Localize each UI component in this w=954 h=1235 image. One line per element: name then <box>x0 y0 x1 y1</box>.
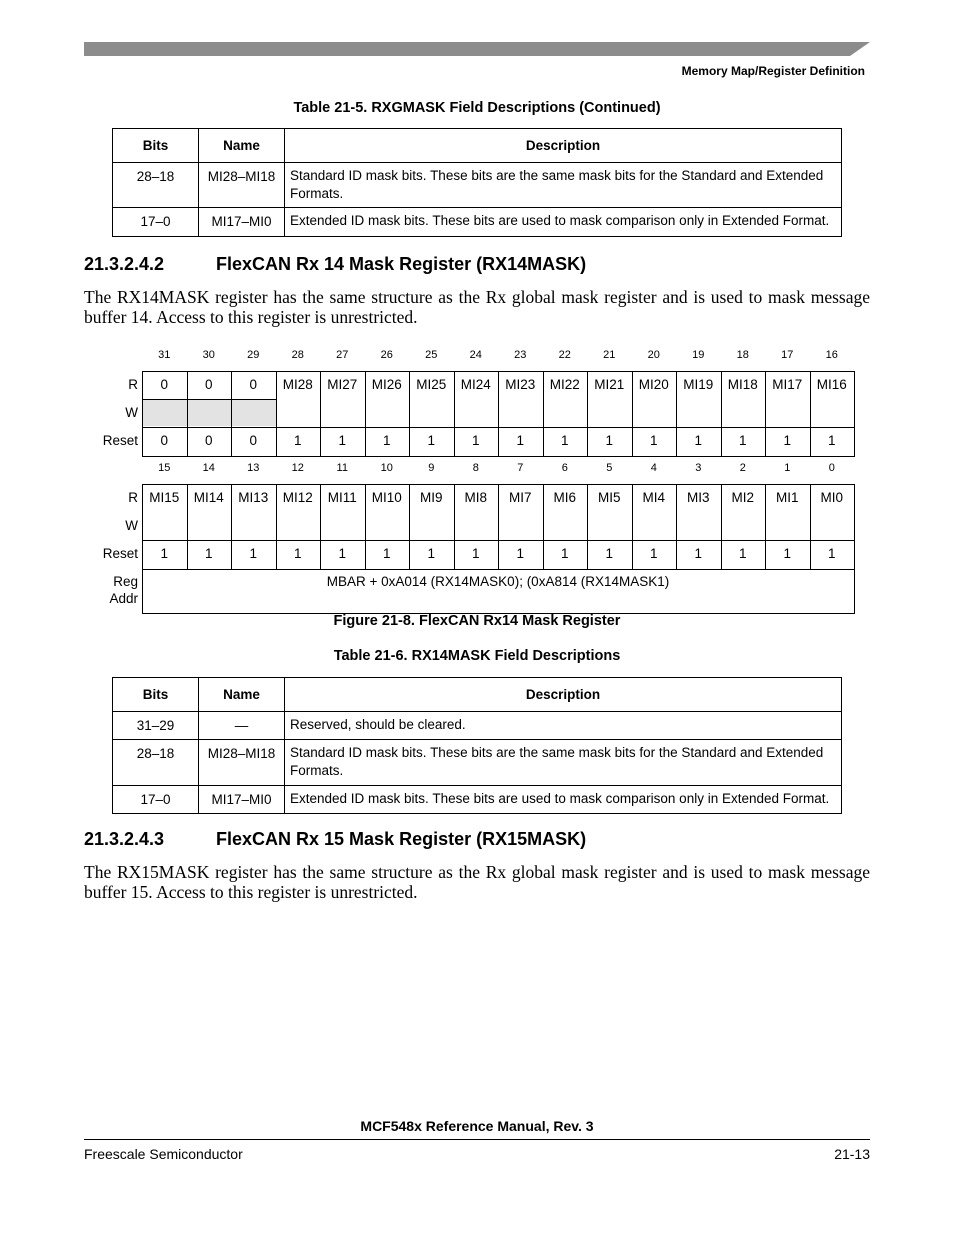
field-cell: 0 <box>249 377 257 392</box>
field-cell: MI2 <box>731 490 754 505</box>
reset-value: 1 <box>249 546 257 561</box>
grid-line <box>320 371 321 456</box>
grid-line <box>676 371 677 456</box>
field-cell: MI0 <box>820 490 843 505</box>
row-label-w: W <box>125 405 138 420</box>
name-cell: MI28–MI18 <box>199 740 285 786</box>
reset-value: 1 <box>293 546 302 561</box>
running-header: Memory Map/Register Definition <box>681 64 865 78</box>
bit-number: 6 <box>561 462 568 474</box>
bit-number: 13 <box>247 462 260 474</box>
row-label-r: R <box>128 377 138 392</box>
bit-number: 2 <box>739 462 746 474</box>
table-row <box>113 712 842 740</box>
field-cell: MI3 <box>686 490 710 505</box>
field-cell: MI18 <box>727 377 758 392</box>
bit-number: 22 <box>558 349 571 361</box>
bit-number: 25 <box>425 349 438 361</box>
reserved-write-shade <box>143 399 276 426</box>
reset-value: 1 <box>738 546 747 561</box>
field-cell: MI14 <box>193 490 224 505</box>
grid-line <box>142 399 276 400</box>
bit-number: 26 <box>380 349 393 361</box>
bit-number: 21 <box>603 349 616 361</box>
bit-number: 18 <box>736 349 749 361</box>
reset-value: 1 <box>649 546 658 561</box>
reset-value: 1 <box>204 546 213 561</box>
grid-line <box>276 371 277 456</box>
field-cell: MI21 <box>594 377 625 392</box>
reset-value: 1 <box>516 433 524 448</box>
field-cell: MI20 <box>638 377 669 392</box>
field-cell: MI5 <box>597 490 621 505</box>
bit-number: 31 <box>158 349 171 361</box>
bit-number: 28 <box>291 349 304 361</box>
grid-line <box>810 484 811 569</box>
bit-number: 16 <box>825 349 838 361</box>
grid-line <box>854 371 855 456</box>
bits-cell: 17–0 <box>113 786 199 814</box>
row-label-reset: Reset <box>102 546 138 561</box>
bit-number: 29 <box>247 349 260 361</box>
grid-line <box>721 371 722 456</box>
bit-number: 9 <box>428 462 435 474</box>
bit-number: 4 <box>650 462 657 474</box>
grid-line <box>409 484 410 569</box>
grid-line <box>498 371 499 456</box>
grid-line <box>765 484 766 569</box>
register-address: MBAR + 0xA014 (RX14MASK0); (0xA814 (RX14MASK1) <box>326 574 670 589</box>
grid-line <box>142 484 143 569</box>
reset-value: 0 <box>249 433 257 448</box>
bit-number: 3 <box>695 462 702 474</box>
row-label-reg: Reg <box>113 574 138 589</box>
grid-line <box>498 484 499 569</box>
field-cell: 0 <box>204 377 213 392</box>
figure-caption: Figure 21-8. FlexCAN Rx14 Mask Register <box>333 613 621 629</box>
field-cell: MI13 <box>238 490 269 505</box>
grid-line <box>187 484 188 569</box>
field-cell: MI12 <box>282 490 313 505</box>
reset-value: 1 <box>694 546 702 561</box>
reset-value: 1 <box>605 433 613 448</box>
bit-number: 15 <box>158 462 171 474</box>
reset-value: 1 <box>694 433 702 448</box>
reset-value: 0 <box>160 433 168 448</box>
grid-line <box>365 371 366 456</box>
field-cell: MI4 <box>642 490 665 505</box>
grid-line <box>276 484 277 569</box>
field-cell: MI27 <box>327 377 358 392</box>
reset-value: 1 <box>827 433 836 448</box>
grid-line <box>454 484 455 569</box>
field-cell: MI17 <box>772 377 803 392</box>
bit-number: 23 <box>514 349 527 361</box>
field-cell: MI9 <box>419 490 443 505</box>
bit-number: 14 <box>202 462 215 474</box>
bits-cell: 31–29 <box>113 712 199 740</box>
header-banner <box>84 42 870 56</box>
table-21-5-caption: Table 21-5. RXGMASK Field Descriptions (Continued) <box>293 100 661 116</box>
grid-line <box>721 484 722 569</box>
reset-value: 1 <box>382 433 391 448</box>
bits-cell: 17–0 <box>113 208 199 237</box>
field-cell: MI7 <box>508 490 532 505</box>
table-row <box>113 786 842 814</box>
column-header-name: Name <box>199 129 285 163</box>
reset-value: 1 <box>338 433 346 448</box>
grid-line <box>854 484 855 569</box>
field-cell: MI1 <box>775 490 799 505</box>
column-header-bits: Bits <box>113 129 199 163</box>
field-cell: MI6 <box>553 490 576 505</box>
grid-line <box>365 484 366 569</box>
field-cell: MI8 <box>464 490 487 505</box>
bit-number: 11 <box>336 462 348 474</box>
description-cell: Reserved, should be cleared. <box>285 712 842 740</box>
grid-line <box>765 371 766 456</box>
reset-value: 1 <box>560 546 569 561</box>
name-cell: MI28–MI18 <box>199 163 285 208</box>
description-cell: Extended ID mask bits. These bits are used to mask comparison only in Extended Format. <box>285 208 842 237</box>
reset-value: 1 <box>471 433 480 448</box>
reset-value: 0 <box>204 433 213 448</box>
reset-value: 1 <box>293 433 302 448</box>
bit-number: 0 <box>828 462 835 474</box>
page-number: 21-13 <box>834 1146 870 1162</box>
grid-line <box>587 484 588 569</box>
reset-value: 1 <box>605 546 613 561</box>
bit-number: 8 <box>472 462 479 474</box>
reset-value: 1 <box>471 546 480 561</box>
grid-line <box>543 371 544 456</box>
row-label-r: R <box>128 490 138 505</box>
table-21-5 <box>112 128 842 237</box>
description-cell: Standard ID mask bits. These bits are the same mask bits for the Standard and Extended Formats. <box>285 740 842 786</box>
bit-number: 20 <box>647 349 660 361</box>
grid-line <box>587 371 588 456</box>
field-cell: MI24 <box>460 377 491 392</box>
column-header-description: Description <box>285 678 842 712</box>
field-cell: MI25 <box>416 377 447 392</box>
field-cell: MI28 <box>282 377 313 392</box>
table-21-6 <box>112 677 842 814</box>
section-body: The RX15MASK register has the same structure as the Rx global mask register and is used to mask message buffer 15. Access to this register is unrestricted. <box>84 862 870 902</box>
reset-value: 1 <box>783 433 791 448</box>
bit-number: 27 <box>336 349 349 361</box>
grid-line <box>632 484 633 569</box>
grid-line <box>231 484 232 569</box>
bit-number: 10 <box>380 462 393 474</box>
section-title: FlexCAN Rx 15 Mask Register (RX15MASK) <box>216 829 587 849</box>
name-cell: MI17–MI0 <box>199 786 285 814</box>
grid-line <box>454 371 455 456</box>
grid-line <box>142 569 855 570</box>
bit-number: 12 <box>291 462 304 474</box>
column-header-name: Name <box>199 678 285 712</box>
bit-number: 19 <box>692 349 705 361</box>
field-cell: MI16 <box>816 377 847 392</box>
column-header-bits: Bits <box>113 678 199 712</box>
table-row <box>113 208 842 237</box>
section-heading <box>84 829 586 850</box>
description-cell: Extended ID mask bits. These bits are used to mask comparison only in Extended Format. <box>285 786 842 814</box>
company-name: Freescale Semiconductor <box>84 1146 243 1162</box>
table-row <box>113 740 842 786</box>
bit-number: 30 <box>202 349 215 361</box>
grid-line <box>676 484 677 569</box>
reset-value: 1 <box>827 546 836 561</box>
field-cell: MI26 <box>371 377 402 392</box>
name-cell: MI17–MI0 <box>199 208 285 237</box>
grid-line <box>632 371 633 456</box>
reset-value: 1 <box>738 433 747 448</box>
reset-value: 1 <box>560 433 569 448</box>
reset-value: 1 <box>382 546 391 561</box>
bit-number: 1 <box>784 462 791 474</box>
name-cell: — <box>199 712 285 740</box>
section-number: 21.3.2.4.2 <box>84 254 165 274</box>
bit-number: 17 <box>781 349 794 361</box>
bit-number: 5 <box>606 462 613 474</box>
grid-line <box>810 371 811 456</box>
section-number: 21.3.2.4.3 <box>84 829 165 849</box>
grid-line <box>231 371 232 456</box>
field-cell: 0 <box>160 377 168 392</box>
row-label-addr: Addr <box>109 591 138 606</box>
reset-value: 1 <box>783 546 791 561</box>
grid-line <box>187 371 188 456</box>
grid-line <box>409 371 410 456</box>
reset-value: 1 <box>160 546 168 561</box>
grid-line <box>142 371 143 456</box>
grid-line <box>142 456 855 457</box>
bits-cell: 28–18 <box>113 163 199 208</box>
column-header-description: Description <box>285 129 842 163</box>
grid-line <box>854 569 855 613</box>
description-cell: Standard ID mask bits. These bits are the same mask bits for the Standard and Extended Formats. <box>285 163 842 208</box>
grid-line <box>543 484 544 569</box>
grid-line <box>320 484 321 569</box>
reset-value: 1 <box>516 546 524 561</box>
reset-value: 1 <box>427 546 435 561</box>
section-heading <box>84 254 586 275</box>
reset-value: 1 <box>427 433 435 448</box>
section-body: The RX14MASK register has the same structure as the Rx global mask register and is used to mask message buffer 14. Access to this register is unrestricted. <box>84 287 870 327</box>
table-21-6-caption: Table 21-6. RX14MASK Field Descriptions <box>333 648 621 664</box>
reset-value: 1 <box>338 546 346 561</box>
field-cell: MI23 <box>505 377 536 392</box>
reset-value: 1 <box>649 433 658 448</box>
section-title: FlexCAN Rx 14 Mask Register (RX14MASK) <box>216 254 587 274</box>
row-label-w: W <box>125 518 138 533</box>
row-label-reset: Reset <box>102 433 138 448</box>
field-cell: MI22 <box>549 377 580 392</box>
field-cell: MI11 <box>327 490 357 505</box>
bits-cell: 28–18 <box>113 740 199 786</box>
field-cell: MI10 <box>371 490 402 505</box>
footer-rule <box>84 1139 870 1140</box>
manual-title: MCF548x Reference Manual, Rev. 3 <box>360 1118 594 1134</box>
table-row <box>113 163 842 208</box>
bit-number: 7 <box>517 462 524 474</box>
field-cell: MI19 <box>683 377 714 392</box>
field-cell: MI15 <box>149 490 180 505</box>
bit-number: 24 <box>469 349 482 361</box>
